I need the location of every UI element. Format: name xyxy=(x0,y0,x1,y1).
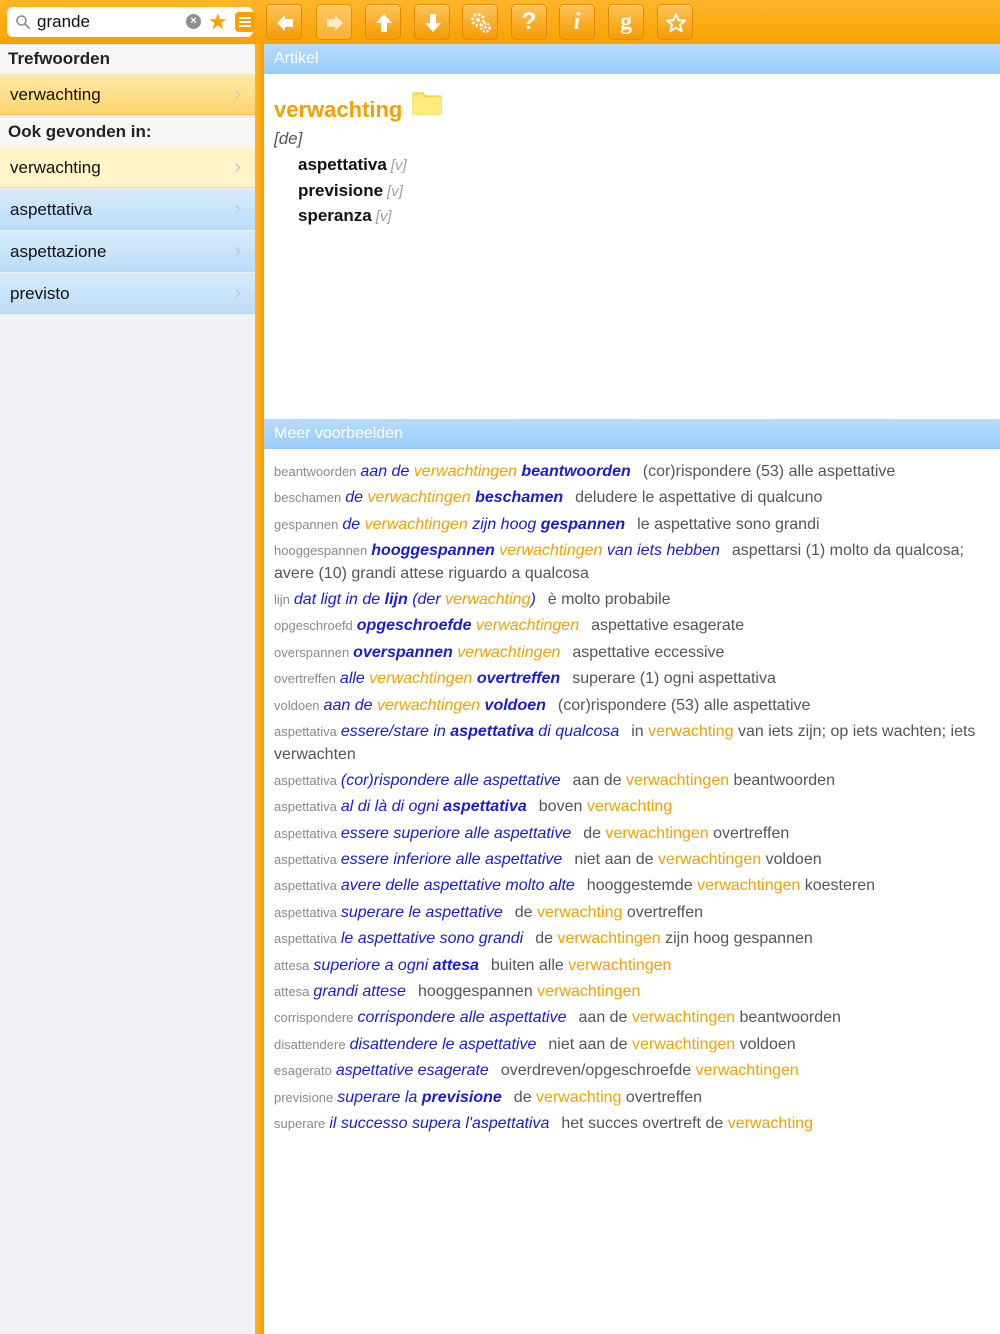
example-row[interactable] xyxy=(274,981,990,1004)
example-phrase: il successo supera l'aspettativa xyxy=(329,1114,550,1132)
next-entry-button[interactable] xyxy=(414,4,450,40)
search-input[interactable]: grande xyxy=(37,12,90,31)
examples-section-header: Meer voorbeelden xyxy=(264,419,1000,449)
grammar-button[interactable] xyxy=(608,4,644,40)
favorite-button[interactable] xyxy=(657,4,693,40)
example-phrase: de verwachtingen beschamen xyxy=(345,489,564,507)
list-item-label: verwachting xyxy=(10,85,101,104)
example-row[interactable] xyxy=(274,1113,990,1136)
panel-divider[interactable] xyxy=(255,44,264,1334)
previous-entry-button[interactable] xyxy=(365,4,401,40)
example-phrase: overspannen verwachtingen xyxy=(353,643,561,661)
example-translation: aspettative esagerate xyxy=(591,617,745,635)
example-keyword: aspettativa xyxy=(274,904,337,920)
example-phrase: corrispondere alle aspettative xyxy=(357,1009,567,1027)
example-translation: aspettative eccessive xyxy=(572,643,725,661)
history-list-icon[interactable] xyxy=(235,12,255,32)
example-row[interactable] xyxy=(274,928,990,951)
top-toolbar xyxy=(0,0,1000,44)
settings-gears-icon xyxy=(470,12,492,34)
favorites-star-icon[interactable]: ★ xyxy=(208,9,228,34)
translation-word: previsione xyxy=(298,181,384,200)
down-arrow-icon xyxy=(422,12,444,34)
chevron-right-icon: › xyxy=(234,83,241,105)
forward-arrow-icon xyxy=(324,12,346,34)
example-translation: boven verwachting xyxy=(538,798,673,816)
example-keyword: aspettativa xyxy=(274,772,337,788)
example-translation: (cor)rispondere (53) alle aspettative xyxy=(642,463,896,480)
forward-button[interactable] xyxy=(316,4,352,40)
chevron-right-icon: › xyxy=(234,240,241,262)
example-keyword: esagerato xyxy=(274,1063,332,1079)
example-row[interactable] xyxy=(274,615,990,638)
example-keyword: beantwoorden xyxy=(274,464,357,479)
info-button[interactable] xyxy=(559,4,595,40)
example-row[interactable] xyxy=(274,540,990,585)
example-row[interactable] xyxy=(274,902,990,925)
example-keyword: previsione xyxy=(274,1089,334,1105)
section-header-trefwoorden: Trefwoorden xyxy=(0,45,255,73)
example-phrase: alle verwachtingen overtreffen xyxy=(339,670,561,688)
example-translation: niet aan de verwachtingen voldoen xyxy=(574,851,822,869)
example-translation: hooggespannen verwachtingen xyxy=(417,983,641,1001)
translation-item[interactable] xyxy=(298,206,392,226)
chevron-right-icon: › xyxy=(234,156,241,178)
example-phrase: de verwachtingen zijn hoog gespannen xyxy=(342,515,626,533)
example-translation: aan de verwachtingen beantwoorden xyxy=(572,771,835,789)
example-translation: (cor)rispondere (53) alle aspettative xyxy=(557,696,811,714)
example-translation: de verwachting overtreffen xyxy=(513,1088,703,1106)
example-keyword: aspettativa xyxy=(274,724,337,740)
example-row[interactable] xyxy=(274,875,990,898)
translation-word: speranza xyxy=(298,206,372,225)
help-button[interactable] xyxy=(511,4,547,40)
article-panel xyxy=(264,44,1000,1334)
example-keyword: attesa xyxy=(274,957,310,973)
example-row[interactable] xyxy=(274,695,990,718)
chevron-right-icon: › xyxy=(234,198,241,220)
found-list-item[interactable] xyxy=(0,189,255,230)
left-panel xyxy=(0,44,255,1334)
translation-item[interactable] xyxy=(298,181,403,201)
example-row[interactable] xyxy=(274,487,990,510)
example-row[interactable] xyxy=(274,461,990,484)
example-phrase: (cor)rispondere alle aspettative xyxy=(340,771,561,789)
example-phrase: aan de verwachtingen voldoen xyxy=(323,696,546,714)
example-translation: overdreven/opgeschroefde verwachtingen xyxy=(500,1062,799,1080)
example-keyword: aspettativa xyxy=(274,931,337,947)
example-keyword: aspettativa xyxy=(274,878,337,894)
list-item-label: aspettazione xyxy=(10,242,107,261)
example-phrase: essere inferiore alle aspettative xyxy=(340,851,563,869)
favorite-star-icon xyxy=(665,12,687,34)
list-item-label: previsto xyxy=(10,284,70,303)
example-translation: aan de verwachtingen beantwoorden xyxy=(578,1009,841,1027)
gender-label: [v] xyxy=(390,157,407,174)
help-icon: ? xyxy=(521,8,537,35)
example-translation: è molto probabile xyxy=(547,591,671,609)
translation-word: aspettativa xyxy=(298,155,387,174)
example-row[interactable] xyxy=(274,1007,990,1030)
example-translation: niet aan de verwachtingen voldoen xyxy=(548,1035,796,1053)
headword-list-item[interactable] xyxy=(0,74,255,115)
gender-label: [v] xyxy=(387,183,403,200)
example-row[interactable] xyxy=(274,796,990,819)
search-field[interactable] xyxy=(7,7,253,37)
found-list-item[interactable] xyxy=(0,147,255,188)
example-row[interactable] xyxy=(274,1034,990,1057)
example-keyword: aspettativa xyxy=(274,825,337,841)
example-keyword: beschamen xyxy=(274,490,342,506)
example-phrase: aspettative esagerate xyxy=(335,1062,489,1080)
article-headword: verwachting xyxy=(274,97,403,122)
example-translation: hooggestemde verwachtingen koesteren xyxy=(586,877,875,895)
found-list-item[interactable] xyxy=(0,273,255,314)
example-keyword: opgeschroefd xyxy=(274,618,353,634)
example-keyword: superare xyxy=(274,1115,326,1131)
example-phrase: essere/stare in aspettativa di qualcosa xyxy=(340,723,620,741)
example-row[interactable] xyxy=(274,721,990,766)
example-row[interactable] xyxy=(274,668,990,691)
example-translation: de verwachtingen overtreffen xyxy=(583,824,790,842)
example-row[interactable] xyxy=(274,589,990,612)
example-phrase: superare la previsione xyxy=(337,1088,502,1106)
example-row[interactable] xyxy=(274,823,990,846)
example-row[interactable] xyxy=(274,849,990,872)
example-keyword: aspettativa xyxy=(274,852,337,868)
examples-list xyxy=(274,461,990,1139)
example-translation: het succes overtreft de verwachting xyxy=(561,1114,814,1132)
example-row[interactable] xyxy=(274,770,990,793)
example-row[interactable] xyxy=(274,514,990,537)
example-phrase: superare le aspettative xyxy=(340,903,503,921)
grammar-icon: g xyxy=(620,9,632,35)
example-phrase: al di là di ogni aspettativa xyxy=(340,798,527,816)
list-item-label: verwachting xyxy=(10,158,101,177)
example-translation: deludere le aspettative di qualcuno xyxy=(575,489,823,507)
example-phrase: grandi attese xyxy=(313,983,406,1001)
example-translation: de verwachting overtreffen xyxy=(514,903,704,921)
example-keyword: lijn xyxy=(274,592,290,608)
example-keyword: overspannen xyxy=(274,644,350,660)
example-phrase: opgeschroefde verwachtingen xyxy=(356,617,580,635)
example-phrase: hooggespannen verwachtingen van iets hebben xyxy=(371,542,720,560)
up-arrow-icon xyxy=(373,12,395,34)
example-phrase: disattendere le aspettative xyxy=(349,1035,537,1053)
list-item-label: aspettativa xyxy=(10,200,93,219)
example-row[interactable] xyxy=(274,1087,990,1110)
example-translation: superare (1) ogni aspettativa xyxy=(572,670,776,688)
back-button[interactable] xyxy=(266,4,302,40)
grammar-label: [de] xyxy=(274,129,303,148)
example-translation: buiten alle verwachtingen xyxy=(490,956,672,974)
section-header-also-found: Ook gevonden in: xyxy=(0,118,255,146)
example-keyword: overtreffen xyxy=(274,671,336,687)
article-section-header: Artikel xyxy=(264,44,1000,74)
folder-icon[interactable] xyxy=(412,90,442,115)
example-translation: in verwachting van iets zijn; op iets wachten; iets verwachten xyxy=(274,723,976,763)
example-row[interactable] xyxy=(274,642,990,665)
found-list-item[interactable] xyxy=(0,231,255,272)
example-phrase: essere superiore alle aspettative xyxy=(340,824,572,842)
example-keyword: aspettativa xyxy=(274,799,337,815)
example-translation: de verwachtingen zijn hoog gespannen xyxy=(535,930,813,948)
example-translation: aspettarsi (1) molto da qualcosa; avere (10) grandi attese riguardo a qualcosa xyxy=(274,542,964,582)
info-icon: i xyxy=(573,9,581,35)
example-keyword: corrispondere xyxy=(274,1010,354,1026)
example-translation: le aspettative sono grandi xyxy=(637,515,820,533)
example-phrase: aan de verwachtingen beantwoorden xyxy=(360,463,631,480)
example-row[interactable] xyxy=(274,955,990,978)
example-phrase: dat ligt in de lijn (der verwachting) xyxy=(293,591,536,609)
translation-item[interactable] xyxy=(298,155,407,175)
example-keyword: voldoen xyxy=(274,697,320,713)
example-phrase: avere delle aspettative molto alte xyxy=(340,877,575,895)
back-arrow-icon xyxy=(274,12,296,34)
example-phrase: superiore a ogni attesa xyxy=(313,956,479,974)
example-keyword: disattendere xyxy=(274,1036,346,1052)
example-row[interactable] xyxy=(274,1060,990,1083)
clear-search-icon[interactable]: × xyxy=(186,14,201,29)
gender-label: [v] xyxy=(375,208,392,225)
settings-button[interactable] xyxy=(462,4,498,40)
example-keyword: hooggespannen xyxy=(274,543,368,559)
example-keyword: gespannen xyxy=(274,516,339,532)
search-icon xyxy=(15,14,31,30)
chevron-right-icon: › xyxy=(234,282,241,304)
example-keyword: attesa xyxy=(274,984,310,1000)
example-phrase: le aspettative sono grandi xyxy=(340,930,524,948)
